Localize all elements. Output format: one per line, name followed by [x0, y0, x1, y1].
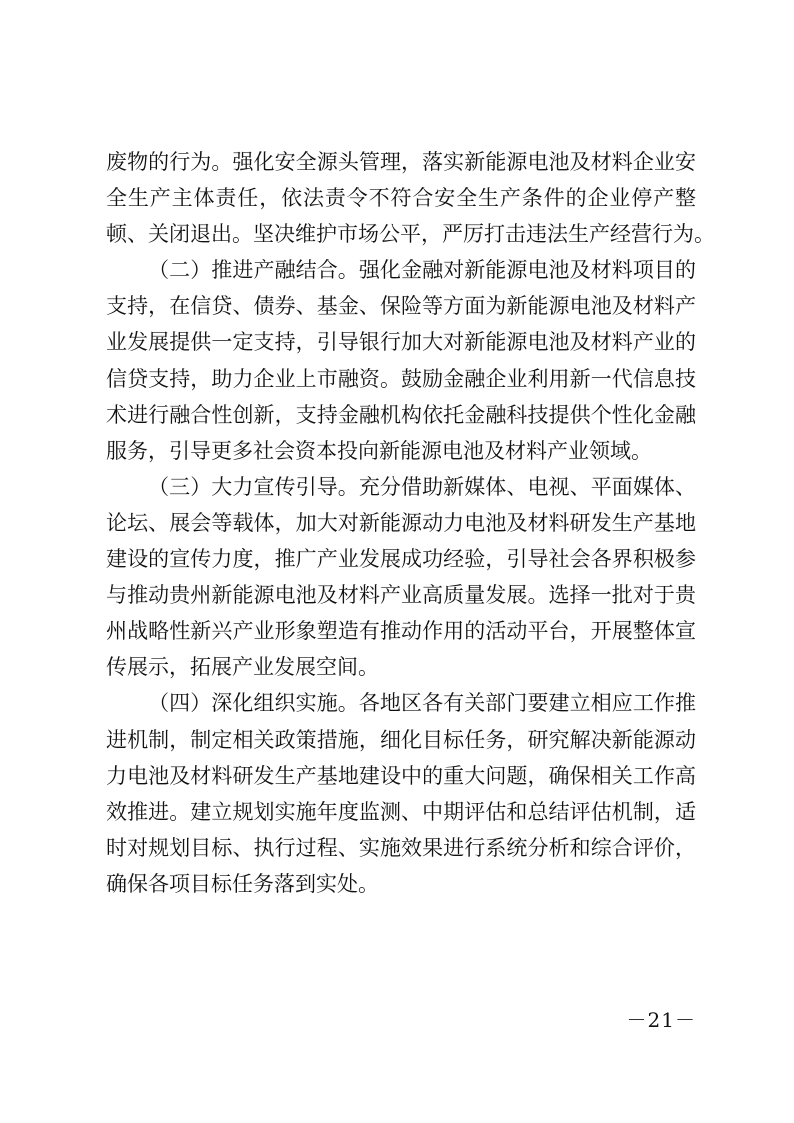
text-line: 支持，在信贷、债券、基金、保险等方面为新能源电池及材料产 [106, 294, 696, 319]
text-line: 顿、关闭退出。坚决维护市场公平，严厉打击违法生产经营行为。 [106, 222, 715, 247]
text-line: （三）大力宣传引导。充分借助新媒体、电视、平面媒体、 [148, 474, 696, 499]
paragraph-3 [106, 469, 696, 686]
text-line: 州战略性新兴产业形象塑造有推动作用的活动平台，开展整体宣 [106, 619, 696, 644]
text-line: 建设的宣传力度，推广产业发展成功经验，引导社会各界积极参 [106, 547, 696, 572]
text-line: 进机制，制定相关政策措施，细化目标任务，研究解决新能源动 [106, 727, 696, 752]
text-line-indented [106, 469, 696, 505]
text-line: （四）深化组织实施。各地区各有关部门要建立相应工作推 [148, 691, 696, 716]
text-line: 废物的行为。强化安全源头管理，落实新能源电池及材料企业安 [106, 150, 696, 174]
paragraph-4 [106, 685, 696, 902]
text-line-indented [106, 685, 696, 721]
text-line: 业发展提供一定支持，引导银行加大对新能源电池及材料产业的 [106, 330, 696, 355]
text-line: 确保各项目标任务落到实处。 [106, 871, 379, 896]
paragraph-2 [106, 252, 696, 469]
text-line: 论坛、展会等载体，加大对新能源动力电池及材料研发生产基地 [106, 510, 696, 535]
text-line: 与推动贵州新能源电池及材料产业高质量发展。选择一批对于贵 [106, 583, 696, 608]
text-line-indented [106, 252, 696, 288]
text-line: 效推进。建立规划实施年度监测、中期评估和总结评估机制，适 [106, 799, 696, 824]
text-line: 时对规划目标、执行过程、实施效果进行系统分析和综合评价， [106, 835, 696, 860]
text-line: 力电池及材料研发生产基地建设中的重大问题，确保相关工作高 [106, 763, 696, 788]
text-line: 信贷支持，助力企业上市融资。鼓励金融企业利用新一代信息技 [106, 366, 696, 391]
text-line: 全生产主体责任，依法责令不符合安全生产条件的企业停产整 [106, 186, 696, 211]
text-line: 传展示，拓展产业发展空间。 [106, 655, 379, 680]
text-line: （二）推进产融结合。强化金融对新能源电池及材料项目的 [148, 258, 696, 283]
body-text [106, 144, 715, 902]
text-line: 术进行融合性创新，支持金融机构依托金融科技提供个性化金融 [106, 402, 696, 427]
paragraph-1 [106, 144, 715, 252]
text-line: 服务，引导更多社会资本投向新能源电池及材料产业领域。 [106, 438, 652, 463]
page-number: －21－ [626, 1008, 696, 1032]
